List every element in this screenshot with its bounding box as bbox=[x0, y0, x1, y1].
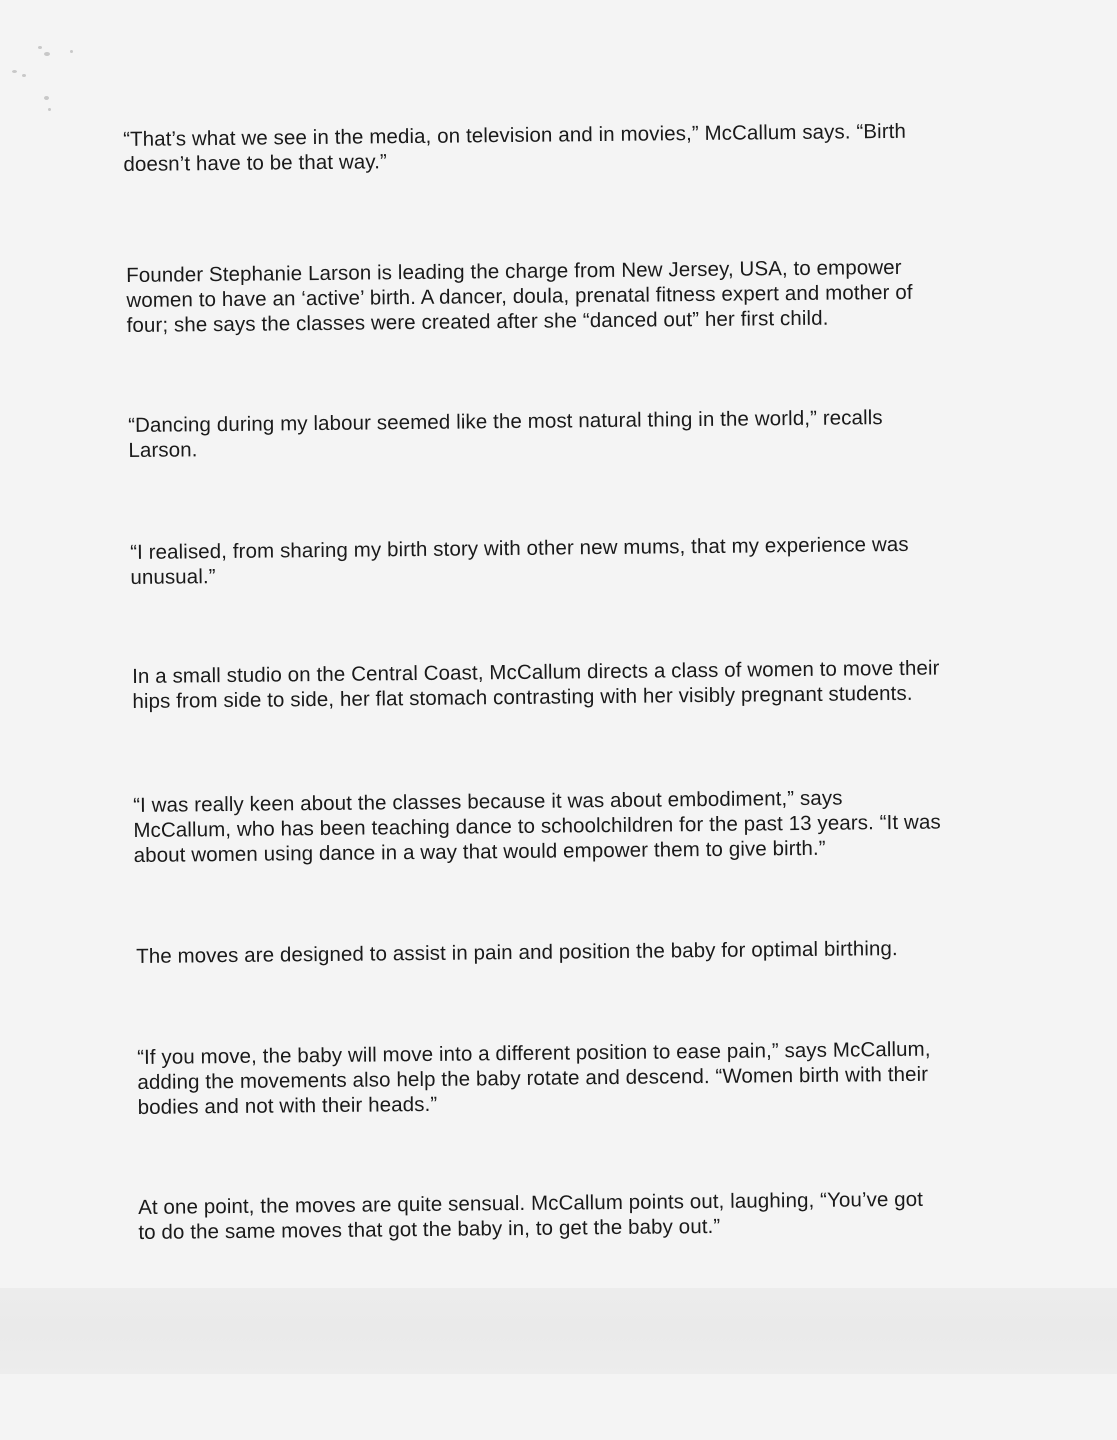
paragraph-line: “That’s what we see in the media, on television and in movies,” McCallum says. “Birth bbox=[123, 119, 907, 151]
dust-speck bbox=[48, 108, 51, 111]
dust-speck bbox=[44, 52, 50, 56]
paragraph-line: “If you move, the baby will move into a different position to ease pain,” says McCallum, bbox=[137, 1037, 931, 1069]
paragraph-line: “I was really keen about the classes because it was about embodiment,” says bbox=[133, 786, 843, 817]
paragraph bbox=[132, 655, 1012, 714]
paragraph-line: “I realised, from sharing my birth story with other new mums, that my experience was bbox=[130, 532, 909, 564]
paragraph-line: The moves are designed to assist in pain and position the baby for optimal birthing. bbox=[136, 937, 898, 968]
paragraph bbox=[133, 784, 1014, 868]
paragraph-line: At one point, the moves are quite sensual. McCallum points out, laughing, “You’ve got bbox=[138, 1187, 924, 1219]
paragraph bbox=[136, 935, 1016, 969]
paragraph-line: unusual.” bbox=[130, 565, 216, 589]
paragraph-line: adding the movements also help the baby rotate and descend. “Women birth with their bbox=[137, 1062, 929, 1094]
paragraph bbox=[138, 1186, 1018, 1245]
paragraph-line: four; she says the classes were created after she “danced out” her first child. bbox=[126, 306, 829, 337]
dust-speck bbox=[12, 70, 17, 73]
dust-speck bbox=[22, 74, 26, 77]
paragraph bbox=[137, 1036, 1018, 1120]
paragraph-line: bodies and not with their heads.” bbox=[137, 1092, 438, 1119]
paragraph bbox=[128, 404, 1008, 463]
dust-speck bbox=[38, 46, 42, 49]
dust-speck bbox=[44, 96, 49, 100]
paragraph-line: about women using dance in a way that would empower them to give birth.” bbox=[133, 836, 826, 867]
paragraph-line: hips from side to side, her flat stomach contrasting with her visibly pregnant students. bbox=[132, 681, 913, 713]
paragraph-line: doesn’t have to be that way.” bbox=[123, 150, 387, 176]
paragraph bbox=[126, 254, 1007, 338]
paragraph-line: women to have an ‘active’ birth. A dancer, doula, prenatal fitness expert and mother of bbox=[126, 280, 913, 312]
dust-speck bbox=[70, 50, 73, 53]
paragraph-line: In a small studio on the Central Coast, McCallum directs a class of women to move their bbox=[132, 656, 940, 688]
paragraph-line: to do the same moves that got the baby in, to get the baby out.” bbox=[138, 1214, 721, 1244]
scan-dust-marks bbox=[8, 40, 78, 120]
paragraph-line: Larson. bbox=[128, 438, 198, 462]
paragraph-line: McCallum, who has been teaching dance to schoolchildren for the past 13 years. “It was bbox=[133, 810, 941, 842]
paragraph bbox=[123, 118, 1003, 177]
paragraph bbox=[130, 531, 1010, 590]
paragraph-line: “Dancing during my labour seemed like the most natural thing in the world,” recalls bbox=[128, 406, 883, 437]
scan-shading-band bbox=[0, 1288, 1117, 1374]
paragraph-line: Founder Stephanie Larson is leading the charge from New Jersey, USA, to empower bbox=[126, 255, 902, 287]
